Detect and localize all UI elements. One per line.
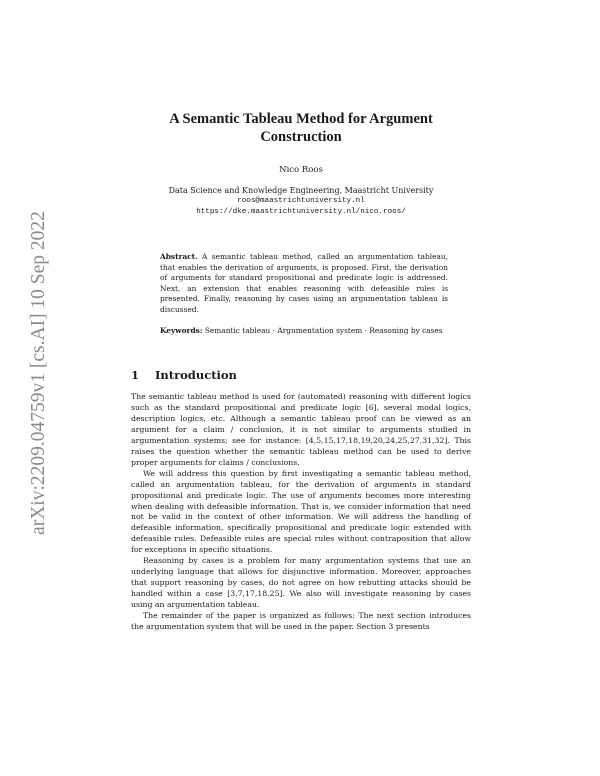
paper-title: A Semantic Tableau Method for Argument Construction: [169, 111, 433, 145]
keywords-label: Keywords:: [160, 326, 203, 335]
section-body: [131, 392, 471, 633]
paragraph: The remainder of the paper is organized as follows: The next section introduces the argumentation system that will be used in the paper. Section 3 presents: [131, 611, 471, 632]
abstract-text: A semantic tableau method, called an argumentation tableau, that enables the derivation of arguments, is proposed. First, the derivation of arguments for standard propositional and predicate logic is addressed. Next, an extension that enables reasoning with defeasible rules is presented. Finally, reasoning by cases using an argumentation tableau is discussed.: [160, 252, 448, 314]
paragraph: Reasoning by cases is a problem for many argumentation systems that use an underlying language that allows for disjunctive information. Moreover, approaches that support reasoning by cases, do not agree on how rebutting attacks should be handled within a case [3,7,17,18,25]. We also will investigate reasoning by cases using an argumentation tableau.: [131, 556, 471, 610]
keywords: [160, 326, 448, 337]
affiliation: Data Science and Knowledge Engineering, Maastricht University: [168, 186, 434, 195]
arxiv-identifier: arXiv:2209.04759v1 [cs.AI] 10 Sep 2022: [28, 211, 49, 535]
section-heading: [131, 368, 471, 382]
author-url[interactable]: https://dke.maastrichtuniversity.nl/nico.roos/: [196, 208, 406, 216]
author-name: Nico Roos: [279, 165, 323, 175]
keywords-text: Semantic tableau · Argumentation system · Reasoning by cases: [204, 326, 443, 335]
paragraph: The semantic tableau method is used for (automated) reasoning with different logics such as the standard propositional and predicate logic [6], several modal logics, description logics, etc. Although a semantic tableau proof can be viewed as an argument for a claim / conclusion, it is not similar to arguments studied in argumentation systems; see for instance: [4,5,15,17,18,19,20,24,25,27,31,32]. This raises the question whether the semantic tableau method can be used to derive proper arguments for claims / conclusions.: [131, 392, 471, 467]
section-number: 1: [131, 368, 140, 382]
author-affiliation-block: [131, 185, 471, 218]
arxiv-sidebar: [21, 194, 57, 552]
paragraph: We will address this question by first investigating a semantic tableau method, called an argumentation tableau, for the derivation of arguments in standard propositional and predicate logic. The use of arguments becomes more interesting when dealing with defeasible information. That is, we consider information that need not be valid in the context of other information. We will address the handling of defeasible information, specifically propositional and predicate logic extended with defeasible rules. Defeasible rules are special rules without contraposition that allow for exceptions in specific situations.: [131, 468, 471, 555]
author-email[interactable]: roos@maastrichtuniversity.nl: [237, 197, 365, 205]
abstract: [160, 252, 448, 315]
section-title: Introduction: [155, 368, 237, 382]
abstract-label: Abstract.: [160, 252, 198, 261]
